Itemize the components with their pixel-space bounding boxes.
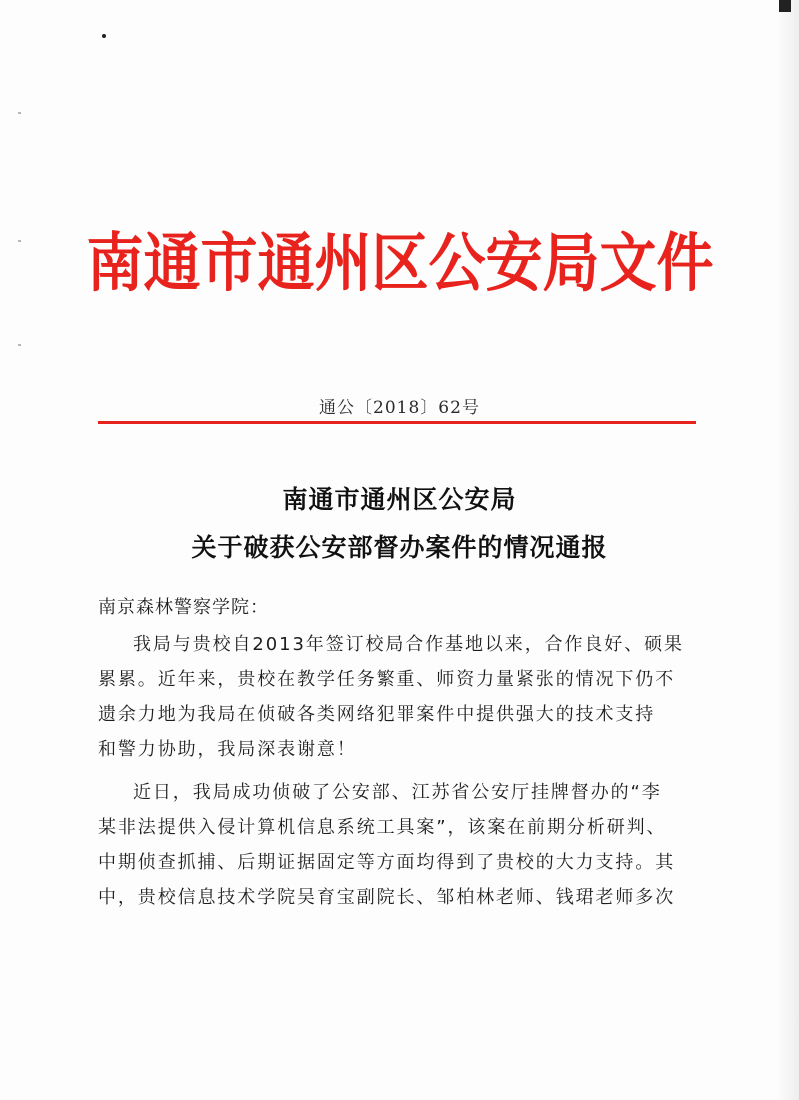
document-masthead: 南通市通州区公安局文件 — [86, 225, 714, 301]
scan-side-tick — [18, 112, 21, 114]
salutation: 南京森林警察学院： — [98, 597, 269, 618]
body-line: 我局与贵校自2013年签订校局合作基地以来，合作良好、硕果 — [133, 634, 684, 655]
body-line: 遗余力地为我局在侦破各类网络犯罪案件中提供强大的技术支持 — [98, 704, 656, 725]
body-line: 中，贵校信息技术学院吴育宝副院长、邹柏林老师、钱珺老师多次 — [98, 887, 676, 908]
body-line: 和警力协助，我局深表谢意！ — [98, 739, 357, 760]
scan-side-tick — [18, 344, 21, 346]
scan-corner-mark — [779, 0, 791, 12]
scan-side-tick — [18, 240, 21, 242]
body-line: 累累。近年来，贵校在教学任务繁重、师资力量紧张的情况下仍不 — [98, 669, 676, 690]
document-number: 通公〔2018〕62号 — [319, 398, 480, 418]
body-line: 中期侦查抓捕、后期证据固定等方面均得到了贵校的大力支持。其 — [98, 852, 676, 873]
scan-dot — [102, 34, 106, 38]
body-line: 某非法提供入侵计算机信息系统工具案”，该案在前期分析研判、 — [98, 817, 667, 838]
body-line: 近日，我局成功侦破了公安部、江苏省公安厅挂牌督办的“李 — [133, 782, 662, 803]
document-title-line-1: 南通市通州区公安局 — [282, 485, 517, 514]
document-title-line-2: 关于破获公安部督办案件的情况通报 — [191, 533, 608, 562]
red-divider-line — [98, 421, 696, 424]
